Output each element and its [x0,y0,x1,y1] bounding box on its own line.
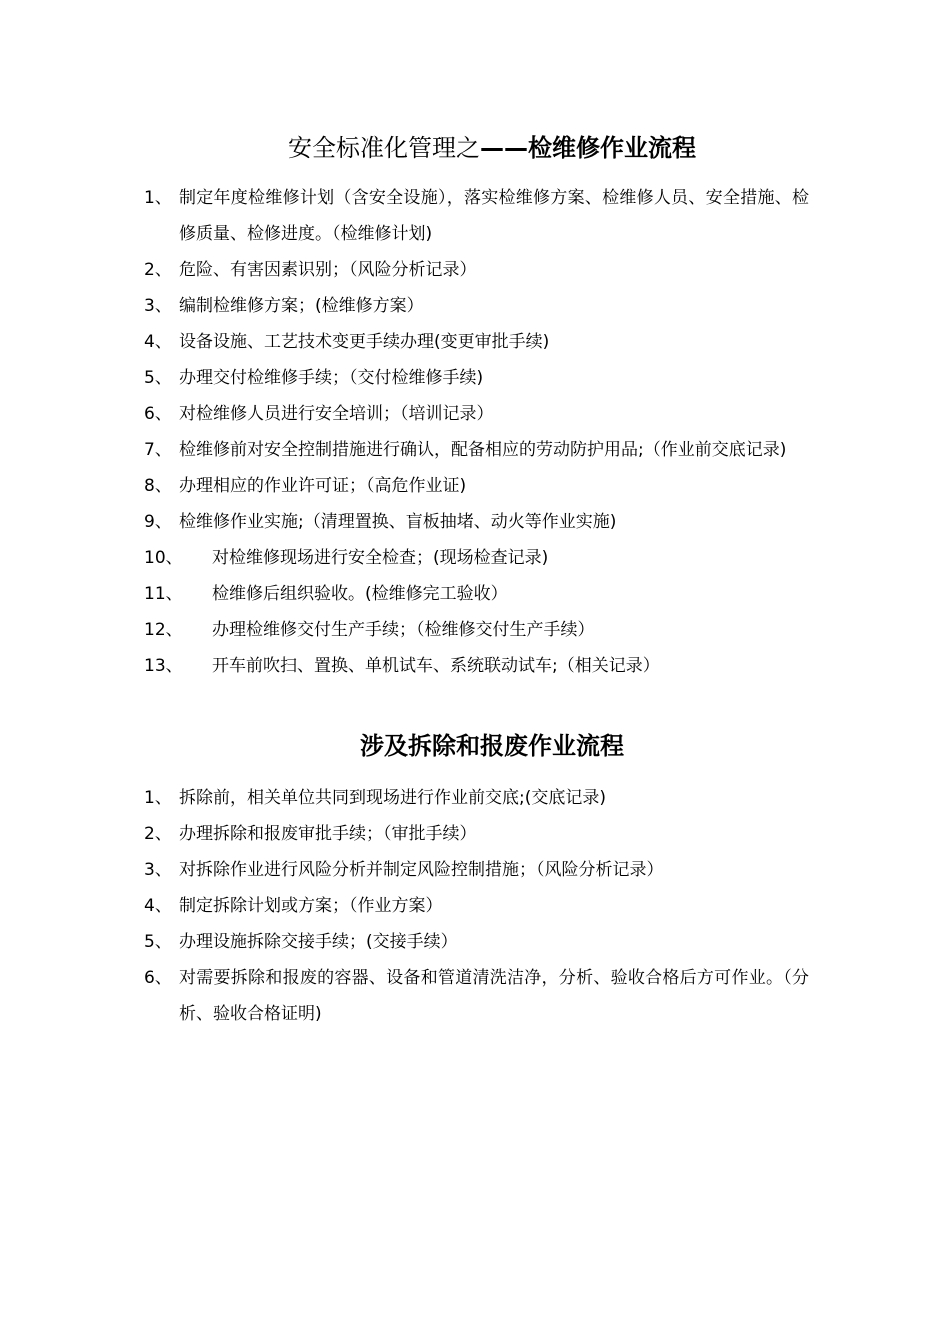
section-1-list [0,180,950,684]
item-number: 2、 [144,824,172,844]
section-2-title-text: 涉及拆除和报废作业流程 [360,732,624,760]
list-item [0,180,950,252]
list-item [0,396,950,432]
item-number: 5、 [144,368,172,388]
item-text: 对检维修人员进行安全培训；（培训记录） [179,404,494,424]
item-text: 检维修作业实施;（清理置换、盲板抽堵、动火等作业实施) [179,512,617,532]
item-number: 5、 [144,932,172,952]
section-2-title [17,730,950,762]
item-number: 11、 [144,584,183,604]
item-text: 对需要拆除和报废的容器、设备和管道清洗洁净，分析、验收合格后方可作业。（分析、验收合格证明) [179,968,809,1024]
item-text: 检维修前对安全控制措施进行确认，配备相应的劳动防护用品;（作业前交底记录) [179,440,787,460]
item-number: 4、 [144,896,172,916]
section-1-title-bold: ——检维修作业流程 [480,134,696,162]
list-item [0,888,950,924]
item-text: 制定拆除计划或方案；（作业方案） [179,896,443,916]
list-item [0,612,950,648]
section-2-list [0,780,950,1032]
list-item [0,576,950,612]
section-1-title-plain: 安全标准化管理之 [288,134,480,162]
item-number: 10、 [144,548,183,568]
item-text: 办理检维修交付生产手续；（检维修交付生产手续） [212,620,595,640]
item-text: 开车前吹扫、置换、单机试车、系统联动试车;（相关记录） [212,656,660,676]
item-number: 13、 [144,656,183,676]
list-item [0,780,950,816]
item-text: 编制检维修方案；(检维修方案） [179,296,424,316]
item-number: 12、 [144,620,183,640]
list-item [0,288,950,324]
item-number: 9、 [144,512,172,532]
item-text: 对拆除作业进行风险分析并制定风险控制措施；（风险分析记录） [179,860,664,880]
item-number: 8、 [144,476,172,496]
item-number: 3、 [144,860,172,880]
list-item [0,252,950,288]
list-item [0,960,950,1032]
list-item [0,648,950,684]
item-text: 办理拆除和报废审批手续；（审批手续） [179,824,477,844]
list-item [0,360,950,396]
item-text: 拆除前，相关单位共同到现场进行作业前交底;(交底记录) [179,788,606,808]
item-text: 设备设施、工艺技术变更手续办理(变更审批手续) [179,332,550,352]
item-number: 7、 [144,440,172,460]
item-text: 办理相应的作业许可证；（高危作业证) [179,476,467,496]
list-item [0,324,950,360]
item-number: 6、 [144,404,172,424]
item-text: 办理交付检维修手续；（交付检维修手续) [179,368,484,388]
item-text: 办理设施拆除交接手续；(交接手续） [179,932,458,952]
item-number: 1、 [144,188,172,208]
section-1-title [17,132,950,164]
list-item [0,540,950,576]
item-text: 制定年度检维修计划（含安全设施），落实检维修方案、检维修人员、安全措施、检修质量、检修进度。（检维修计划) [179,188,809,244]
item-number: 4、 [144,332,172,352]
list-item [0,432,950,468]
item-text: 检维修后组织验收。(检维修完工验收） [212,584,508,604]
list-item [0,852,950,888]
item-number: 2、 [144,260,172,280]
item-number: 3、 [144,296,172,316]
item-text: 对检维修现场进行安全检查；(现场检查记录) [212,548,549,568]
list-item [0,816,950,852]
list-item [0,468,950,504]
item-number: 1、 [144,788,172,808]
item-number: 6、 [144,968,172,988]
list-item [0,924,950,960]
item-text: 危险、有害因素识别；（风险分析记录） [179,260,477,280]
list-item [0,504,950,540]
